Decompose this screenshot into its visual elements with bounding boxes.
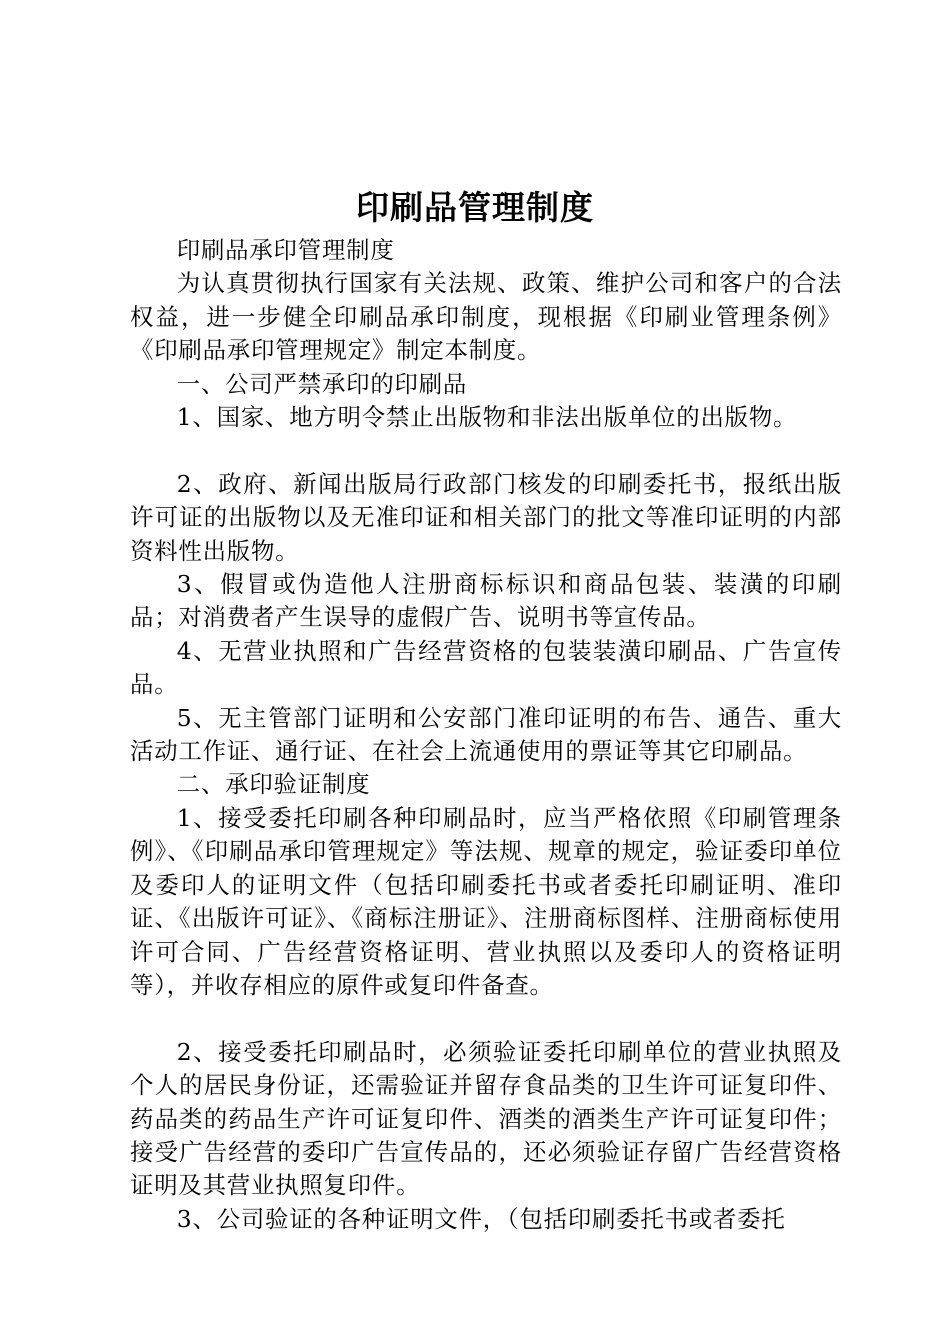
paragraph-subtitle: 印刷品承印管理制度	[176, 236, 395, 264]
list-item-prohibited-5: 5、无主管部门证明和公安部门准印证明的布告、通告、重大活动工作证、通行证、在社会上流通使用的票证等其它印刷品。	[130, 703, 842, 766]
list-item-verification-1: 1、接受委托印刷各种印刷品时，应当严格依照《印刷管理条例》、《印刷品承印管理规定》等法规、规章的规定，验证委印单位及委印人的证明文件（包括印刷委托书或者委托印刷证明、准印证、《出版许可证》、《商标注册证》、注册商标图样、注册商标使用许可合同、广告经营资格证明、营业执照以及委印人的资格证明等），并收存相应的原件或复印件备查。	[130, 803, 842, 999]
list-item-verification-3: 3、公司验证的各种证明文件，（包括印刷委托书或者委托	[176, 1204, 786, 1233]
section-heading-prohibited: 一、公司严禁承印的印刷品	[176, 369, 468, 398]
list-item-prohibited-3: 3、假冒或伪造他人注册商标标识和商品包装、装潢的印刷品；对消费者产生误导的虚假广告、说明书等宣传品。	[130, 570, 842, 632]
list-item-prohibited-4: 4、无营业执照和广告经营资格的包装装潢印刷品、广告宣传品。	[130, 636, 842, 699]
list-item-verification-2: 2、接受委托印刷品时，必须验证委托印刷单位的营业执照及个人的居民身份证，还需验证并留存食品类的卫生许可证复印件、药品类的药品生产许可证复印件、酒类的酒类生产许可证复印件；接受广告经营的委印广告宣传品的，还必须验证存留广告经营资格证明及其营业执照复印件。	[130, 1037, 842, 1200]
paragraph-preamble: 为认真贯彻执行国家有关法规、政策、维护公司和客户的合法权益，进一步健全印刷品承印制度，现根据《印刷业管理条例》《印刷品承印管理规定》制定本制度。	[130, 269, 842, 365]
section-heading-verification: 二、承印验证制度	[176, 770, 371, 799]
document-body	[130, 234, 842, 1236]
list-item-prohibited-2: 2、政府、新闻出版局行政部门核发的印刷委托书，报纸出版许可证的出版物以及无准印证和相关部门的批文等准印证明的内部资料性出版物。	[130, 469, 842, 565]
list-item-prohibited-1: 1、国家、地方明令禁止出版物和非法出版单位的出版物。	[176, 403, 798, 432]
document-title: 印刷品管理制度	[356, 188, 594, 227]
